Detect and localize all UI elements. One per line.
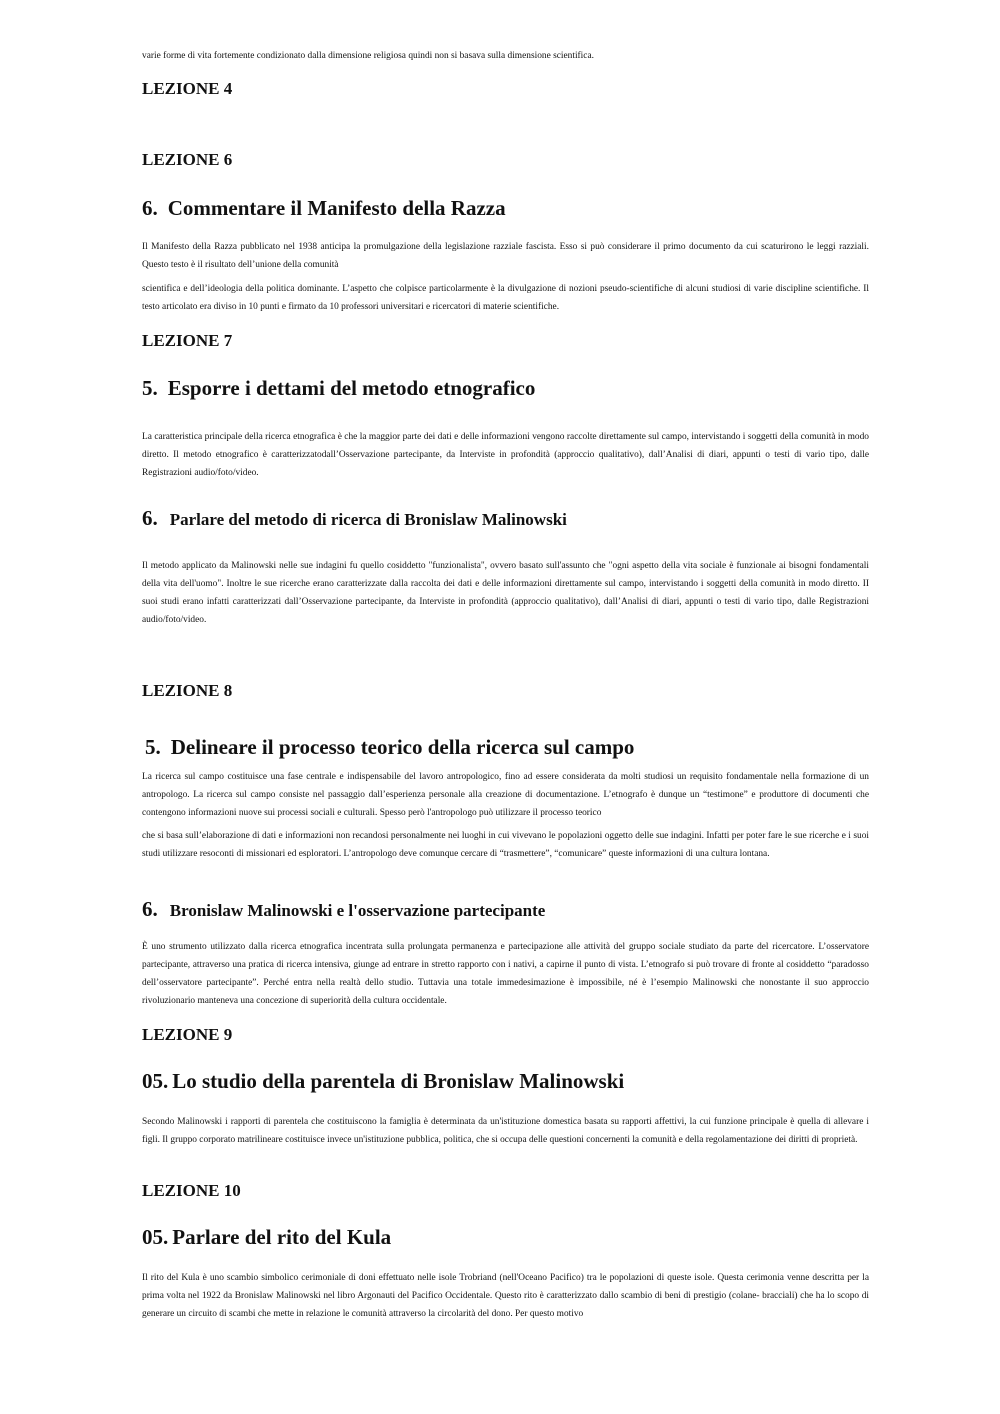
malinowski-metodo-paragraph: Il metodo applicato da Malinowski nelle sue indagini fu quello cosiddetto "funzionalista", ovvero basato sull'assunto che "ogni aspetto della vita sociale è funzionale ai bisogni fondamentali della vita dell'uomo". Inoltre le sue ricerche erano caratterizzate dalla raccolta dei dati e delle informazioni direttamente sul campo, intervistando i soggetti della comunità in modo diretto. II suoi studi erano infatti caratterizzati dall’Osservazione partecipante, da Interviste in profondità (approccio qualitativo), dall’Analisi di diari, appunti o testi di vario tipo, dalle Registrazioni audio/foto/video. xyxy=(142,561,869,625)
kula-paragraph: Il rito del Kula è uno scambio simbolico cerimoniale di doni effettuato nelle isole Trobriand (nell'Oceano Pacifico) tra le popolazioni di queste isole. Questa cerimonia venne descritta per la prima volta nel 1922 da Bronislaw Malinowski nel libro Argonauti del Pacifico Occidentale. Questo rito è caratterizzato dallo scambio di beni di prestigio (colane- bracciali) che ha lo scopo di generare un circuito di scambi che mette in relazione le comunità attraverso la circolarità del dono. Per questo motivo xyxy=(142,1273,869,1319)
lezione-6-heading: LEZIONE 6 xyxy=(142,150,233,169)
lezione-7-heading: LEZIONE 7 xyxy=(142,331,233,350)
etnografico-paragraph: La caratteristica principale della ricerca etnografica è che la maggior parte dei dati e delle informazioni vengono raccolte direttamente sul campo, intervistando i soggetti della comunità in modo diretto. Il metodo etnografico è caratterizzatodall’Osservazione partecipante, da Interviste in profondità (approccio qualitativo), dall’Analisi di diari, appunti o testi di vario tipo, dalle Registrazioni audio/foto/video. xyxy=(142,432,869,478)
section-manifesto-heading xyxy=(142,195,869,221)
section-etnografico-heading xyxy=(142,375,869,401)
section-title: Parlare del metodo di ricerca di Bronislaw Malinowski xyxy=(169,510,567,529)
section-parentela-heading xyxy=(142,1068,869,1094)
parentela-paragraph: Secondo Malinowski i rapporti di parentela che costituiscono la famiglia è determinata da un'istituzione domestica basata su rapporti affettivi, la cui funzione principale è quella di allevare i figli. Il gruppo corporato matrilineare costituisce invece un'istituzione pubblica, politica, che si occupa delle questioni concernenti la comunità e della regolamentazione dei diritti di proprietà. xyxy=(142,1117,869,1145)
section-number: 05. xyxy=(142,1225,169,1249)
section-number: 05. xyxy=(142,1069,169,1093)
section-osservazione-heading xyxy=(142,898,869,922)
section-title: Bronislaw Malinowski e l'osservazione partecipante xyxy=(169,901,546,920)
lezione-4-heading: LEZIONE 4 xyxy=(142,79,233,98)
section-number: 5. xyxy=(142,376,158,400)
ricerca-campo-paragraph-1: La ricerca sul campo costituisce una fase centrale e indispensabile del lavoro antropologico, fino ad essere considerata da molti studiosi un requisito fondamentale nella formazione di un antropologo. La ricerca sul campo consiste nel passaggio dall’esperienza personale alla creazione di documentazione. L’etnografo è dunque un “testimone” e produttore di documenti che contengono informazioni nuove sui processi sociali e culturali. Spesso però l'antropologo può utilizzare il processo teorico xyxy=(142,772,869,818)
section-title: Esporre i dettami del metodo etnografico xyxy=(167,376,536,400)
section-kula-heading xyxy=(142,1224,869,1250)
ricerca-campo-paragraph-2: che si basa sull’elaborazione di dati e informazioni non recandosi personalmente nei luoghi in cui vivevano le popolazioni oggetto delle sue indagini. Infatti per poter fare le sue ricerche e i suoi studi utilizzare resoconti di missionari ed esploratori. L’antropologo deve comunque cercare di “trasmettere”, “comunicare” queste informazioni di una cultura lontana. xyxy=(142,831,869,859)
section-title: Lo studio della parentela di Bronislaw Malinowski xyxy=(172,1069,625,1093)
section-ricerca-campo-heading xyxy=(145,734,872,760)
intro-text: varie forme di vita fortemente condizionato dalla dimensione religiosa quindi non si basava sulla dimensione scientifica. xyxy=(142,51,594,61)
section-number: 6. xyxy=(142,897,158,921)
section-title: Delineare il processo teorico della ricerca sul campo xyxy=(170,735,635,759)
lezione-9-heading: LEZIONE 9 xyxy=(142,1025,233,1044)
section-number: 6. xyxy=(142,506,158,530)
section-title: Parlare del rito del Kula xyxy=(172,1225,392,1249)
lezione-8-heading: LEZIONE 8 xyxy=(142,681,233,700)
osservazione-paragraph: È uno strumento utilizzato dalla ricerca etnografica incentrata sulla prolungata permanenza e partecipazione alle attività del gruppo sociale studiato da parte del ricercatore. L’osservatore partecipante, attraverso una pratica di ricerca intensiva, giunge ad entrare in stretto rapporto con i nativi, a capirne il punto di vista. L’etnografo si può trovare di fronte al cosiddetto “paradosso dell’osservatore partecipante”. Perché entra nella realtà dello studio. Tuttavia una totale immedesimazione è impossibile, né è l’esempio Malinowski che nonostante il suo approccio rivoluzionario manteneva una concezione di superiorità della cultura occidentale. xyxy=(142,942,869,1006)
section-number: 6. xyxy=(142,196,158,220)
section-title: Commentare il Manifesto della Razza xyxy=(167,196,506,220)
lezione-10-heading: LEZIONE 10 xyxy=(142,1181,241,1200)
manifesto-paragraph-2: scientifica e dell’ideologia della politica dominante. L’aspetto che colpisce particolarmente è la divulgazione di nozioni pseudo-scientifiche di alcuni studiosi di varie discipline scientifiche. Il testo articolato era diviso in 10 punti e firmato da 10 professori universitari e ricercatori di materie scientifiche. xyxy=(142,284,869,312)
section-number: 5. xyxy=(145,735,161,759)
section-malinowski-metodo-heading xyxy=(142,507,869,531)
manifesto-paragraph-1: Il Manifesto della Razza pubblicato nel 1938 anticipa la promulgazione della legislazione razziale fascista. Esso si può considerare il primo documento da cui scaturirono le leggi razziali. Questo testo è il risultato dell’unione della comunità xyxy=(142,242,869,270)
